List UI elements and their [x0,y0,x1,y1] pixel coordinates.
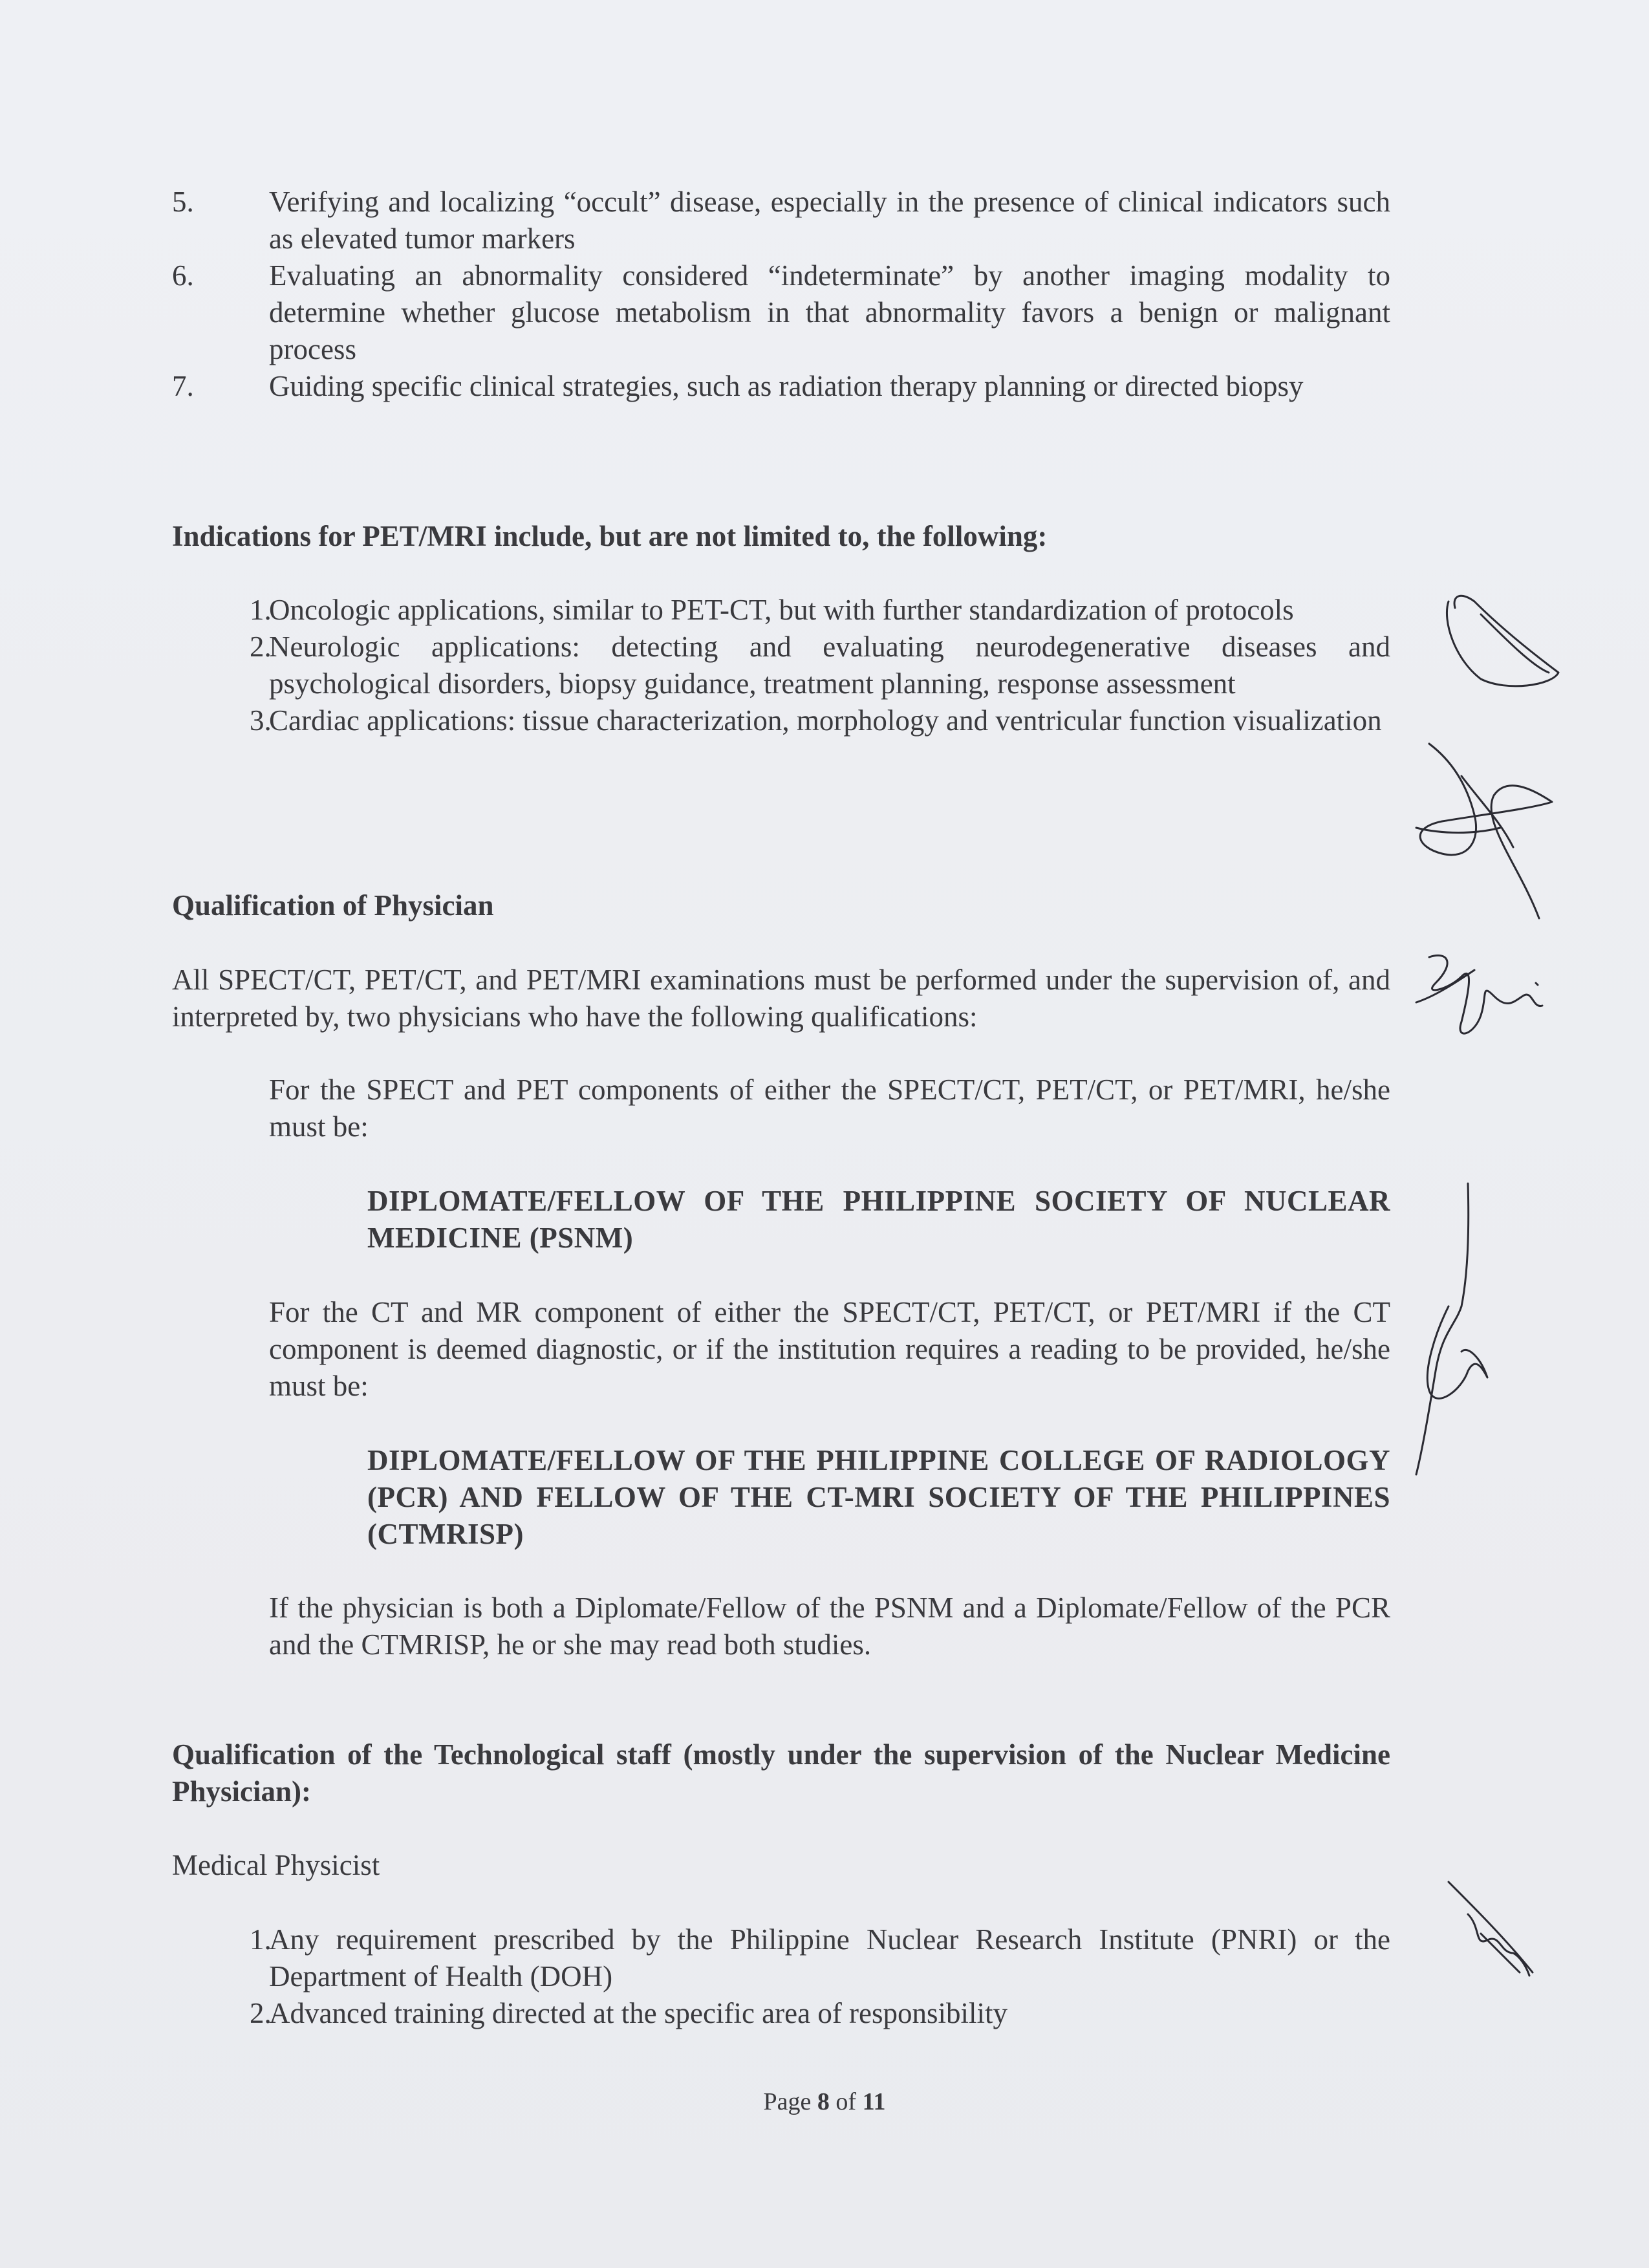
list-item-text: Cardiac applications: tissue characterization, morphology and ventricular function visualization [269,704,1382,737]
indications-list-continued [172,184,1390,405]
signature-initial-3 [1410,944,1552,1054]
list-item-text: Any requirement prescribed by the Philippine Nuclear Research Institute (PNRI) or the Department of Health (DOH) [269,1923,1390,1993]
signature-initial-5 [1442,1875,1546,1985]
medical-physicist-list [172,1921,1390,2032]
medical-physicist-label: Medical Physicist [172,1849,380,1881]
spect-pet-paragraph: For the SPECT and PET components of either the SPECT/CT, PET/CT, or PET/MRI, he/she must be: [269,1074,1390,1143]
list-number: 6. [172,259,194,292]
list-item [172,1921,1390,1995]
pet-mri-indications-list [172,592,1390,739]
list-item-text: Neurologic applications: detecting and evaluating neurodegenerative diseases and psychological disorders, biopsy guidance, treatment planning, response assessment [269,631,1390,700]
list-item [172,368,1390,405]
list-item [172,702,1390,739]
of-word: of [835,2088,857,2115]
list-item [172,257,1390,368]
ct-mr-paragraph: For the CT and MR component of either the SPECT/CT, PET/CT, or PET/MRI if the CT component is deemed diagnostic, or if the institution requires a reading to be provided, he/she must be: [269,1296,1390,1402]
page-footer [0,2088,1649,2116]
page-word: Page [763,2088,812,2115]
tech-staff-heading: Qualification of the Technological staff (mostly under the supervision of the Nuclear Medicine Physician): [172,1738,1390,1808]
page-total: 11 [862,2088,886,2115]
page-number: 8 [817,2088,830,2115]
list-item-text: Verifying and localizing “occult” disease, especially in the presence of clinical indicators such as elevated tumor markers [269,186,1390,255]
list-item [172,592,1390,629]
list-number: 7. [172,370,194,402]
list-item [172,1995,1390,2032]
list-number: 1. [250,1923,272,1956]
pet-mri-heading: Indications for PET/MRI include, but are not limited to, the following: [172,520,1048,552]
list-item [172,629,1390,702]
list-item-text: Advanced training directed at the specific area of responsibility [269,1997,1008,2029]
list-item [172,184,1390,257]
list-number: 2. [250,631,272,663]
list-number: 2. [250,1997,272,2029]
both-qualifications-paragraph: If the physician is both a Diplomate/Fellow of the PSNM and a Diplomate/Fellow of the PCR and the CTMRISP, he or she may read both studies. [269,1592,1390,1661]
psnm-requirement: DIPLOMATE/FELLOW OF THE PHILIPPINE SOCIETY OF NUCLEAR MEDICINE (PSNM) [367,1185,1390,1254]
list-item-text: Evaluating an abnormality considered “indeterminate” by another imaging modality to determine whether glucose metabolism in that abnormality favors a benign or malignant process [269,259,1390,365]
signature-initial-1 [1436,582,1578,711]
signature-initial-2 [1403,724,1571,931]
physician-intro-paragraph: All SPECT/CT, PET/CT, and PET/MRI examinations must be performed under the supervision of, and interpreted by, two physicians who have the following qualifications: [172,964,1390,1033]
list-number: 5. [172,186,194,218]
list-number: 3. [250,704,272,737]
list-item-text: Guiding specific clinical strategies, such as radiation therapy planning or directed biopsy [269,370,1304,402]
signature-initial-4 [1397,1177,1513,1487]
list-number: 1. [250,594,272,626]
physician-heading: Qualification of Physician [172,889,494,922]
list-item-text: Oncologic applications, similar to PET-CT, but with further standardization of protocols [269,594,1294,626]
pcr-requirement: DIPLOMATE/FELLOW OF THE PHILIPPINE COLLEGE OF RADIOLOGY (PCR) AND FELLOW OF THE CT-MRI SOCIETY OF THE PHILIPPINES (CTMRISP) [367,1444,1390,1550]
